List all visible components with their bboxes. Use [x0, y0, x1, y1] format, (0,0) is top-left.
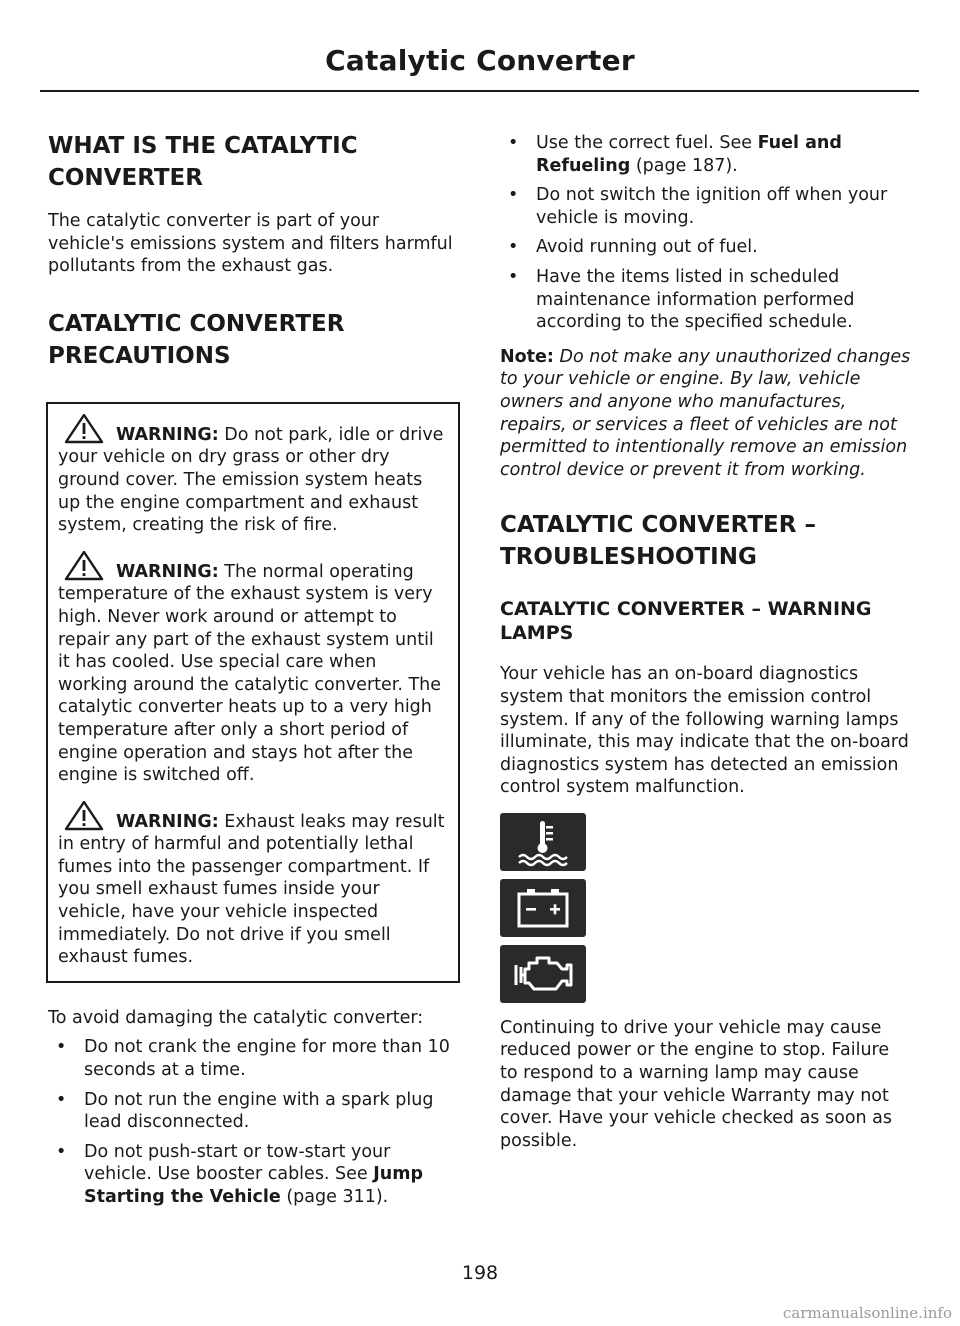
avoid-damage-list	[48, 1036, 458, 1208]
list-item: • Do not run the engine with a spark plug lead disconnected.	[56, 1089, 434, 1133]
avoid-damage-intro: To avoid damaging the catalytic converter:	[48, 1007, 424, 1028]
list-item: • Have the items listed in scheduled maintenance information performed according to the specified schedule.	[508, 266, 855, 333]
avoid-damage-list-continued	[500, 132, 912, 334]
what-is-body: The catalytic converter is part of your vehicle's emissions system and filters harmful pollutants from the exhaust gas.	[48, 211, 453, 277]
cross-reference-link[interactable]: Jump Starting the Vehicle	[84, 1164, 423, 1207]
warning-temperature	[58, 551, 450, 787]
warning-lamps-intro: Your vehicle has an on-board diagnostics system that monitors the emission control system. If any of the following warning lamps illuminate, this may indicate that the on-board diagnostics system has detected an emission control system malfunction.	[500, 664, 909, 798]
warning-fire	[58, 414, 450, 537]
list-item: • Do not crank the engine for more than 10 seconds at a time.	[56, 1037, 450, 1081]
warning-text: Do not park, idle or drive your vehicle on dry grass or other dry ground cover. The emission system heats up the engine compartment and exhaust system, creating the risk of fire.	[58, 424, 444, 536]
warning-triangle-icon	[64, 551, 108, 581]
section-title-troubleshooting: CATALYTIC CONVERTER – TROUBLESHOOTING	[500, 512, 816, 571]
list-item: • Avoid running out of fuel.	[508, 237, 758, 258]
section-title-precautions: CATALYTIC CONVERTER PRECAUTIONS	[48, 310, 345, 369]
note-paragraph	[500, 346, 912, 482]
page-header-title: Catalytic Converter	[325, 44, 635, 77]
left-column	[48, 130, 458, 1209]
subsection-title-warning-lamps: CATALYTIC CONVERTER – WARNING LAMPS	[500, 598, 872, 645]
warning-box	[46, 402, 460, 983]
header-divider	[40, 90, 919, 92]
right-column	[500, 130, 912, 1152]
list-item: • Do not switch the ignition off when your vehicle is moving.	[508, 185, 888, 228]
warning-exhaust-leaks	[58, 801, 450, 969]
note-text: Do not make any unauthorized changes to your vehicle or engine. By law, vehicle owners and anyone who manufactures, repairs, or services a fleet of vehicles are not permitted to intentionally remove an emission control device or prevent it from working.	[500, 346, 911, 480]
coolant-temperature-icon	[500, 813, 586, 871]
note-label: Note:	[500, 346, 554, 367]
page-number: 198	[461, 1262, 499, 1284]
warning-lamps-group	[500, 813, 912, 1003]
battery-icon	[500, 879, 586, 937]
warning-label: WARNING:	[116, 811, 219, 832]
warning-text: The normal operating temperature of the exhaust system is very high. Never work around or attempt to repair any part of the exhaust system until it has cooled. Use special care when working around the catalytic converter. The catalytic converter heats up to a very high temperature after only a short period of engine operation and stays hot after the engine is switched off.	[58, 561, 442, 786]
warning-triangle-icon	[64, 801, 108, 831]
list-item: • Do not push-start or tow-start your vehicle. Use booster cables. See Jump Starting the Vehicle (page 311).	[56, 1141, 423, 1207]
section-title-what-is: WHAT IS THE CATALYTIC CONVERTER	[48, 133, 358, 191]
warning-triangle-icon	[64, 414, 108, 444]
warning-label: WARNING:	[116, 424, 219, 445]
cross-reference-link[interactable]: Fuel and Refueling	[536, 133, 842, 176]
closing-paragraph: Continuing to drive your vehicle may cause reduced power or the engine to stop. Failure to respond to a warning lamp may cause damage that your vehicle Warranty may not cover. Have your vehicle checked as soon as possible.	[500, 1017, 893, 1151]
warning-text: Exhaust leaks may result in entry of harmful and potentially lethal fumes into the passenger compartment. If you smell exhaust fumes inside your vehicle, have your vehicle inspected immediately. Do not drive if you smell exhaust fumes.	[58, 811, 445, 968]
check-engine-icon	[500, 945, 586, 1003]
warning-label: WARNING:	[116, 561, 219, 582]
watermark: carmanualsonline.info	[782, 1304, 952, 1322]
list-item: • Use the correct fuel. See Fuel and Refueling (page 187).	[508, 133, 842, 176]
